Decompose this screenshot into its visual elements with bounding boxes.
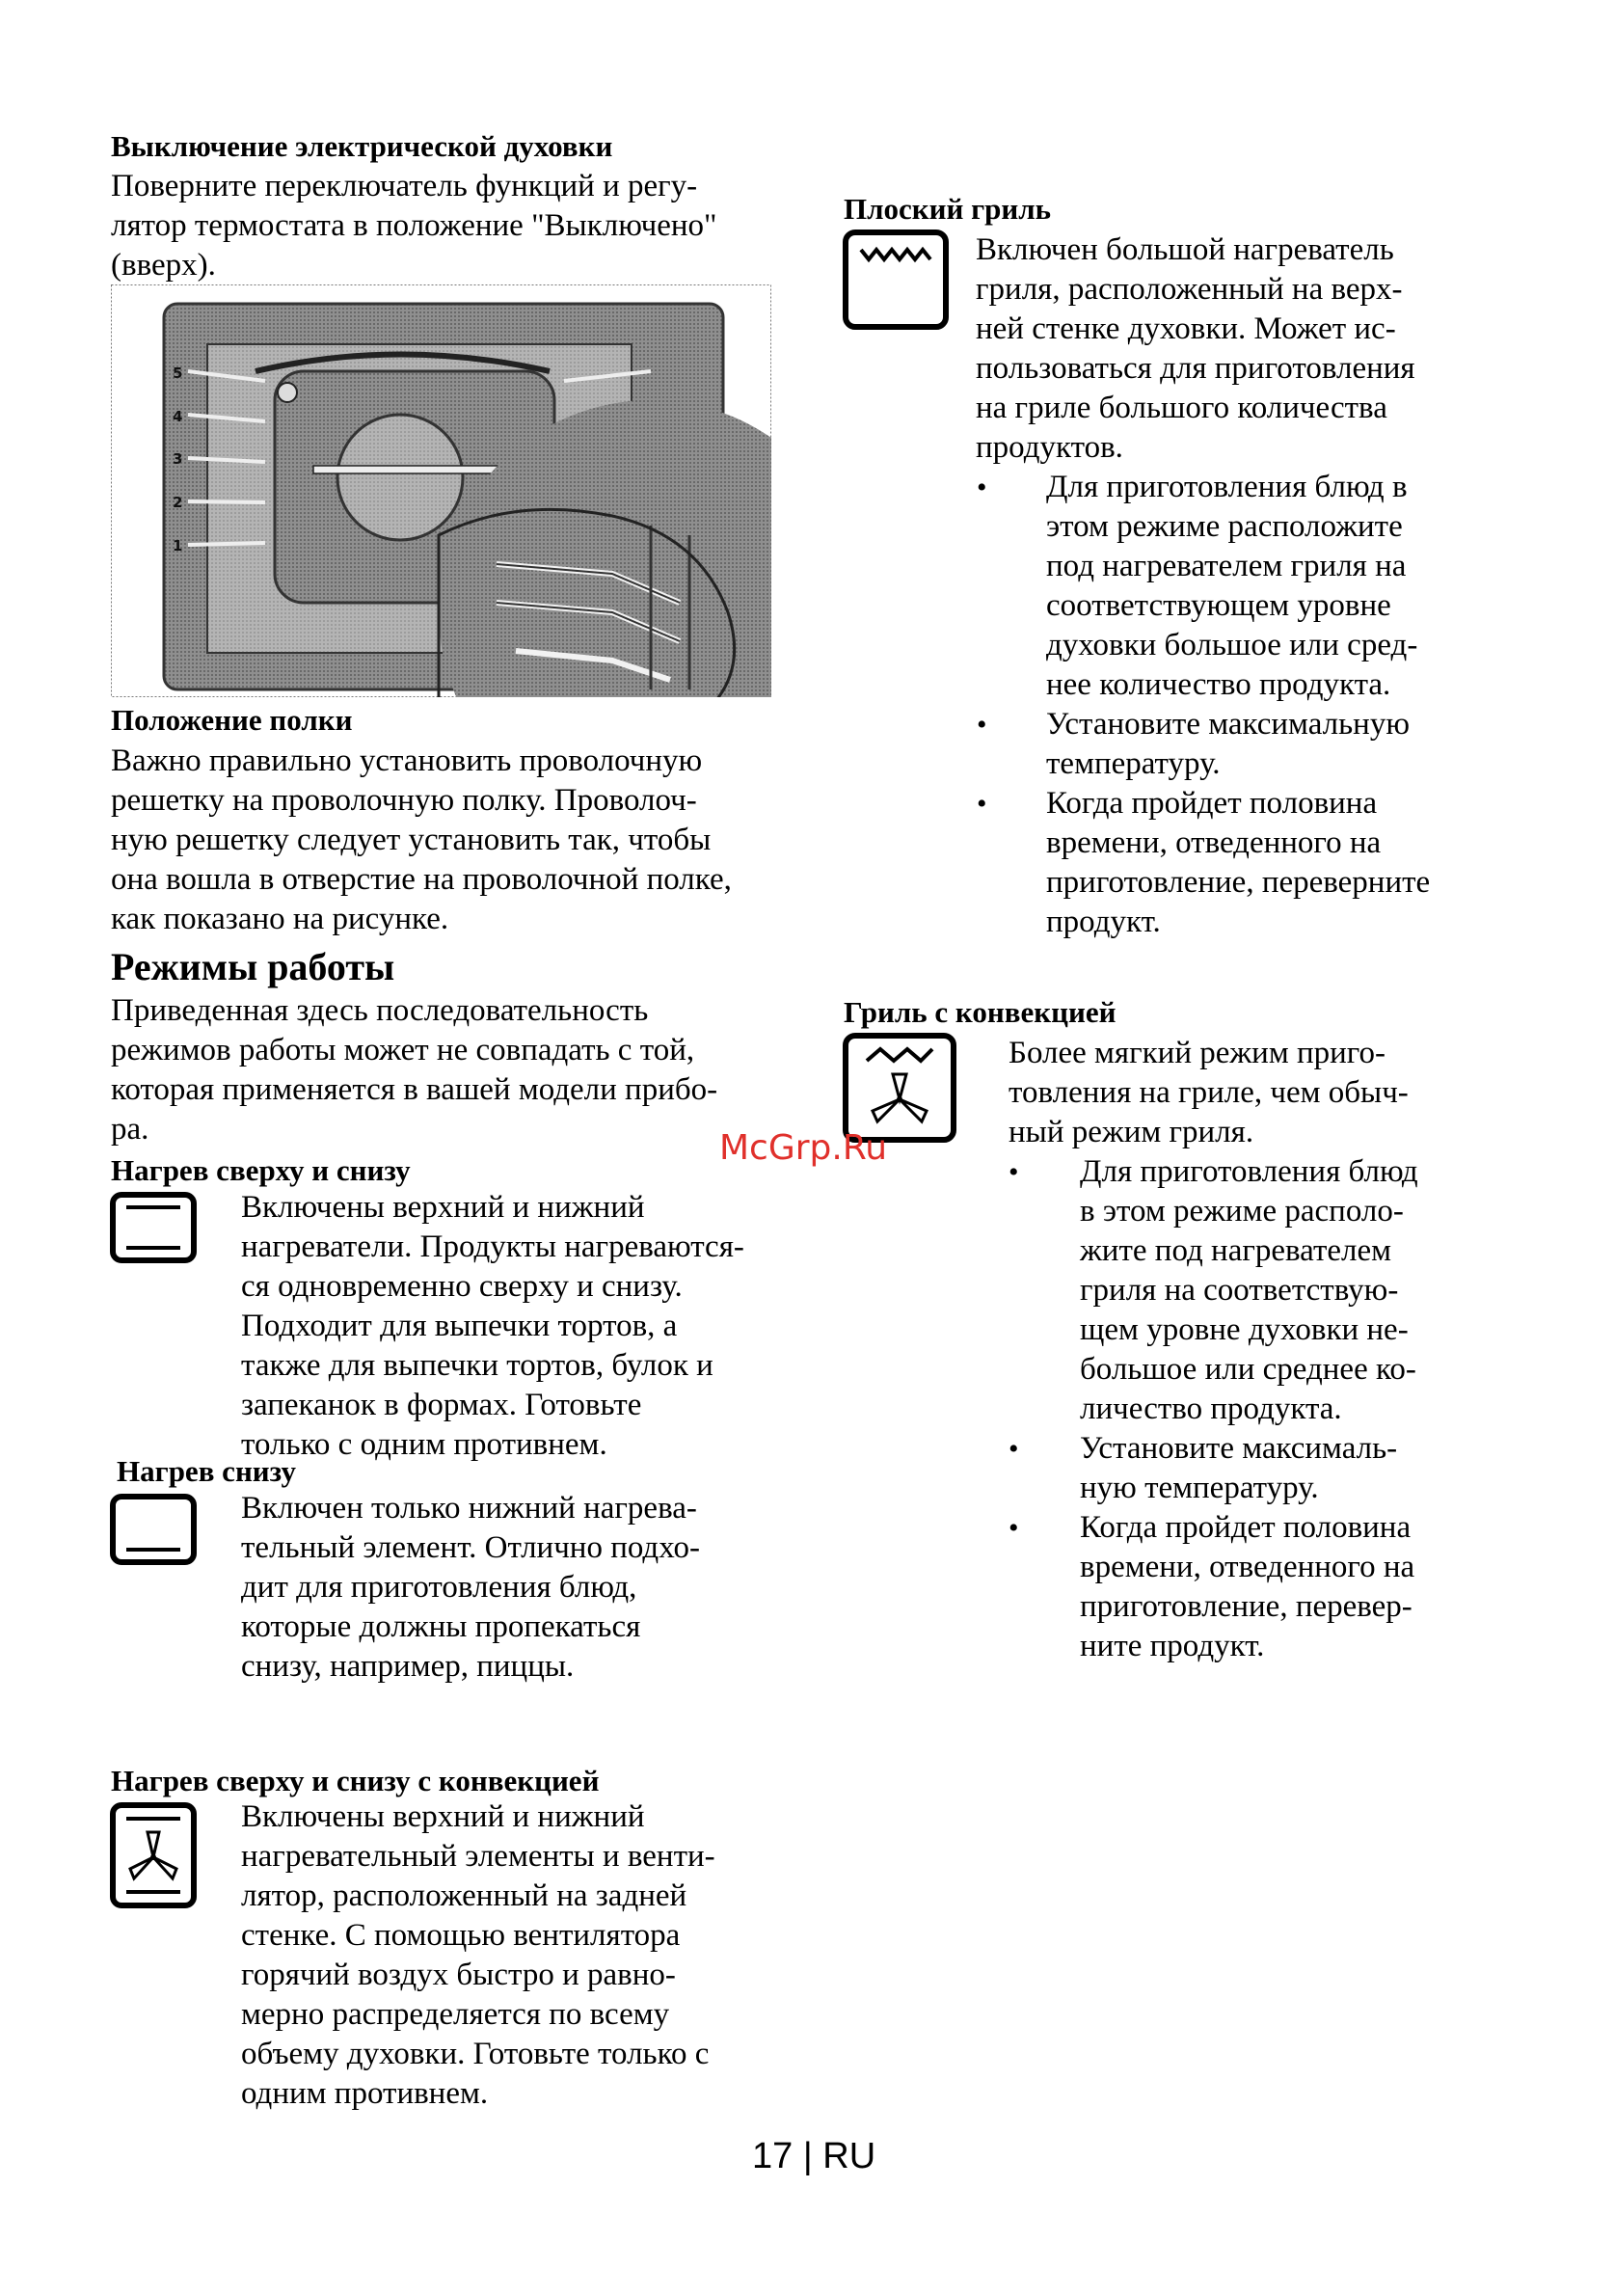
bullet-text: Для приготовления блюд в этом режиме располо- жите под нагревателем гриля на соответствую- щем уровне духовки не- большое или среднее ко- личество продукта. [1080, 1154, 1418, 1426]
bullet-mark: • [1009, 1433, 1019, 1465]
off-heading: Выключение электрической духовки [111, 129, 613, 163]
off-text: Поверните переключатель функций и регу- лятор термостата в положение "Выключено" (вверх). [111, 169, 717, 283]
conv-grill-heading: Гриль с конвекцией [844, 995, 1116, 1029]
mode2-text: Включен только нижний нагрева- тельный элемент. Отлично подхо- дит для приготовления блюд, которые должны пропекаться снизу, например, пиццы. [241, 1491, 700, 1684]
rack-label-4: 4 [173, 408, 183, 425]
list-item [976, 468, 1430, 705]
mode1-text: Включены верхний и нижний нагреватели. Продукты нагреваются- ся одновременно сверху и снизу. Подходит для выпечки тортов, а также для выпечки тортов, булок и запеканок в формах. Готовьте только с одним противнем. [241, 1190, 744, 1462]
page-number: 17 | RU [752, 2136, 876, 2176]
bullet-mark: • [977, 788, 987, 820]
bullet-text: Когда пройдет половина времени, отведенного на приготовление, перевер- ните продукт. [1080, 1510, 1415, 1663]
bullet-mark: • [977, 472, 987, 503]
rack-label-2: 2 [173, 494, 183, 511]
bullet-mark: • [1009, 1512, 1019, 1544]
list-item [1009, 1152, 1418, 1429]
top-bottom-fan-heat-icon [109, 1801, 198, 1909]
modes-heading: Режимы работы [111, 945, 395, 988]
bullet-mark: • [1009, 1156, 1019, 1188]
oven-rack-figure [111, 284, 771, 697]
mode3-heading: Нагрев сверху и снизу с конвекцией [111, 1764, 600, 1797]
mode1-heading: Нагрев сверху и снизу [111, 1153, 411, 1187]
watermark: McGrp.Ru [719, 1128, 888, 1168]
bullet-text: Для приготовления блюд в этом режиме расположите под нагревателем гриля на соответствующем уровне духовки большое или сред- нее количество продукта. [1046, 470, 1418, 702]
conv-grill-bullets [1009, 1152, 1418, 1666]
bottom-heat-icon [109, 1493, 198, 1566]
conv-grill-text: Более мягкий режим приго- товления на гриле, чем обыч- ный режим гриля. [1009, 1036, 1409, 1149]
flat-grill-icon [842, 229, 950, 331]
mode3-text: Включены верхний и нижний нагревательный элементы и венти- лятор, расположенный на задней стенке. С помощью вентилятора горячий воздух быстро и равно- мерно распределяется по всему объему духовки. Готовьте только с одним противнем. [241, 1799, 715, 2111]
shelf-text: Важно правильно установить проволочную решетку на проволочную полку. Проволоч- ную решетку следует установить так, чтобы она вошла в отверстие на проволочной полке, как показано на рисунке. [111, 743, 732, 936]
list-item [1009, 1508, 1418, 1666]
bullet-mark: • [977, 709, 987, 741]
rack-label-3: 3 [173, 450, 183, 468]
list-item [976, 784, 1430, 942]
mode2-heading: Нагрев снизу [117, 1454, 296, 1488]
rack-label-5: 5 [173, 365, 183, 382]
top-bottom-heat-icon [109, 1191, 198, 1264]
list-item [976, 705, 1430, 784]
bullet-text: Установите максимальную температуру. [1046, 707, 1410, 781]
bullet-text: Установите максималь- ную температуру. [1080, 1431, 1398, 1505]
flat-grill-bullets [976, 468, 1430, 942]
fan-grill-icon [842, 1032, 957, 1144]
list-item [1009, 1429, 1418, 1508]
shelf-heading: Положение полки [111, 703, 353, 737]
modes-text: Приведенная здесь последовательность режимов работы может не совпадать с той, которая применяется в вашей модели прибо- ра. [111, 993, 718, 1147]
flat-grill-text: Включен большой нагреватель гриля, расположенный на верх- ней стенке духовки. Может ис- пользоваться для приготовления на гриле большого количества продуктов. [976, 232, 1415, 465]
bullet-text: Когда пройдет половина времени, отведенного на приготовление, переверните продукт. [1046, 786, 1431, 939]
rack-label-1: 1 [173, 537, 183, 554]
flat-grill-heading: Плоский гриль [844, 192, 1052, 226]
